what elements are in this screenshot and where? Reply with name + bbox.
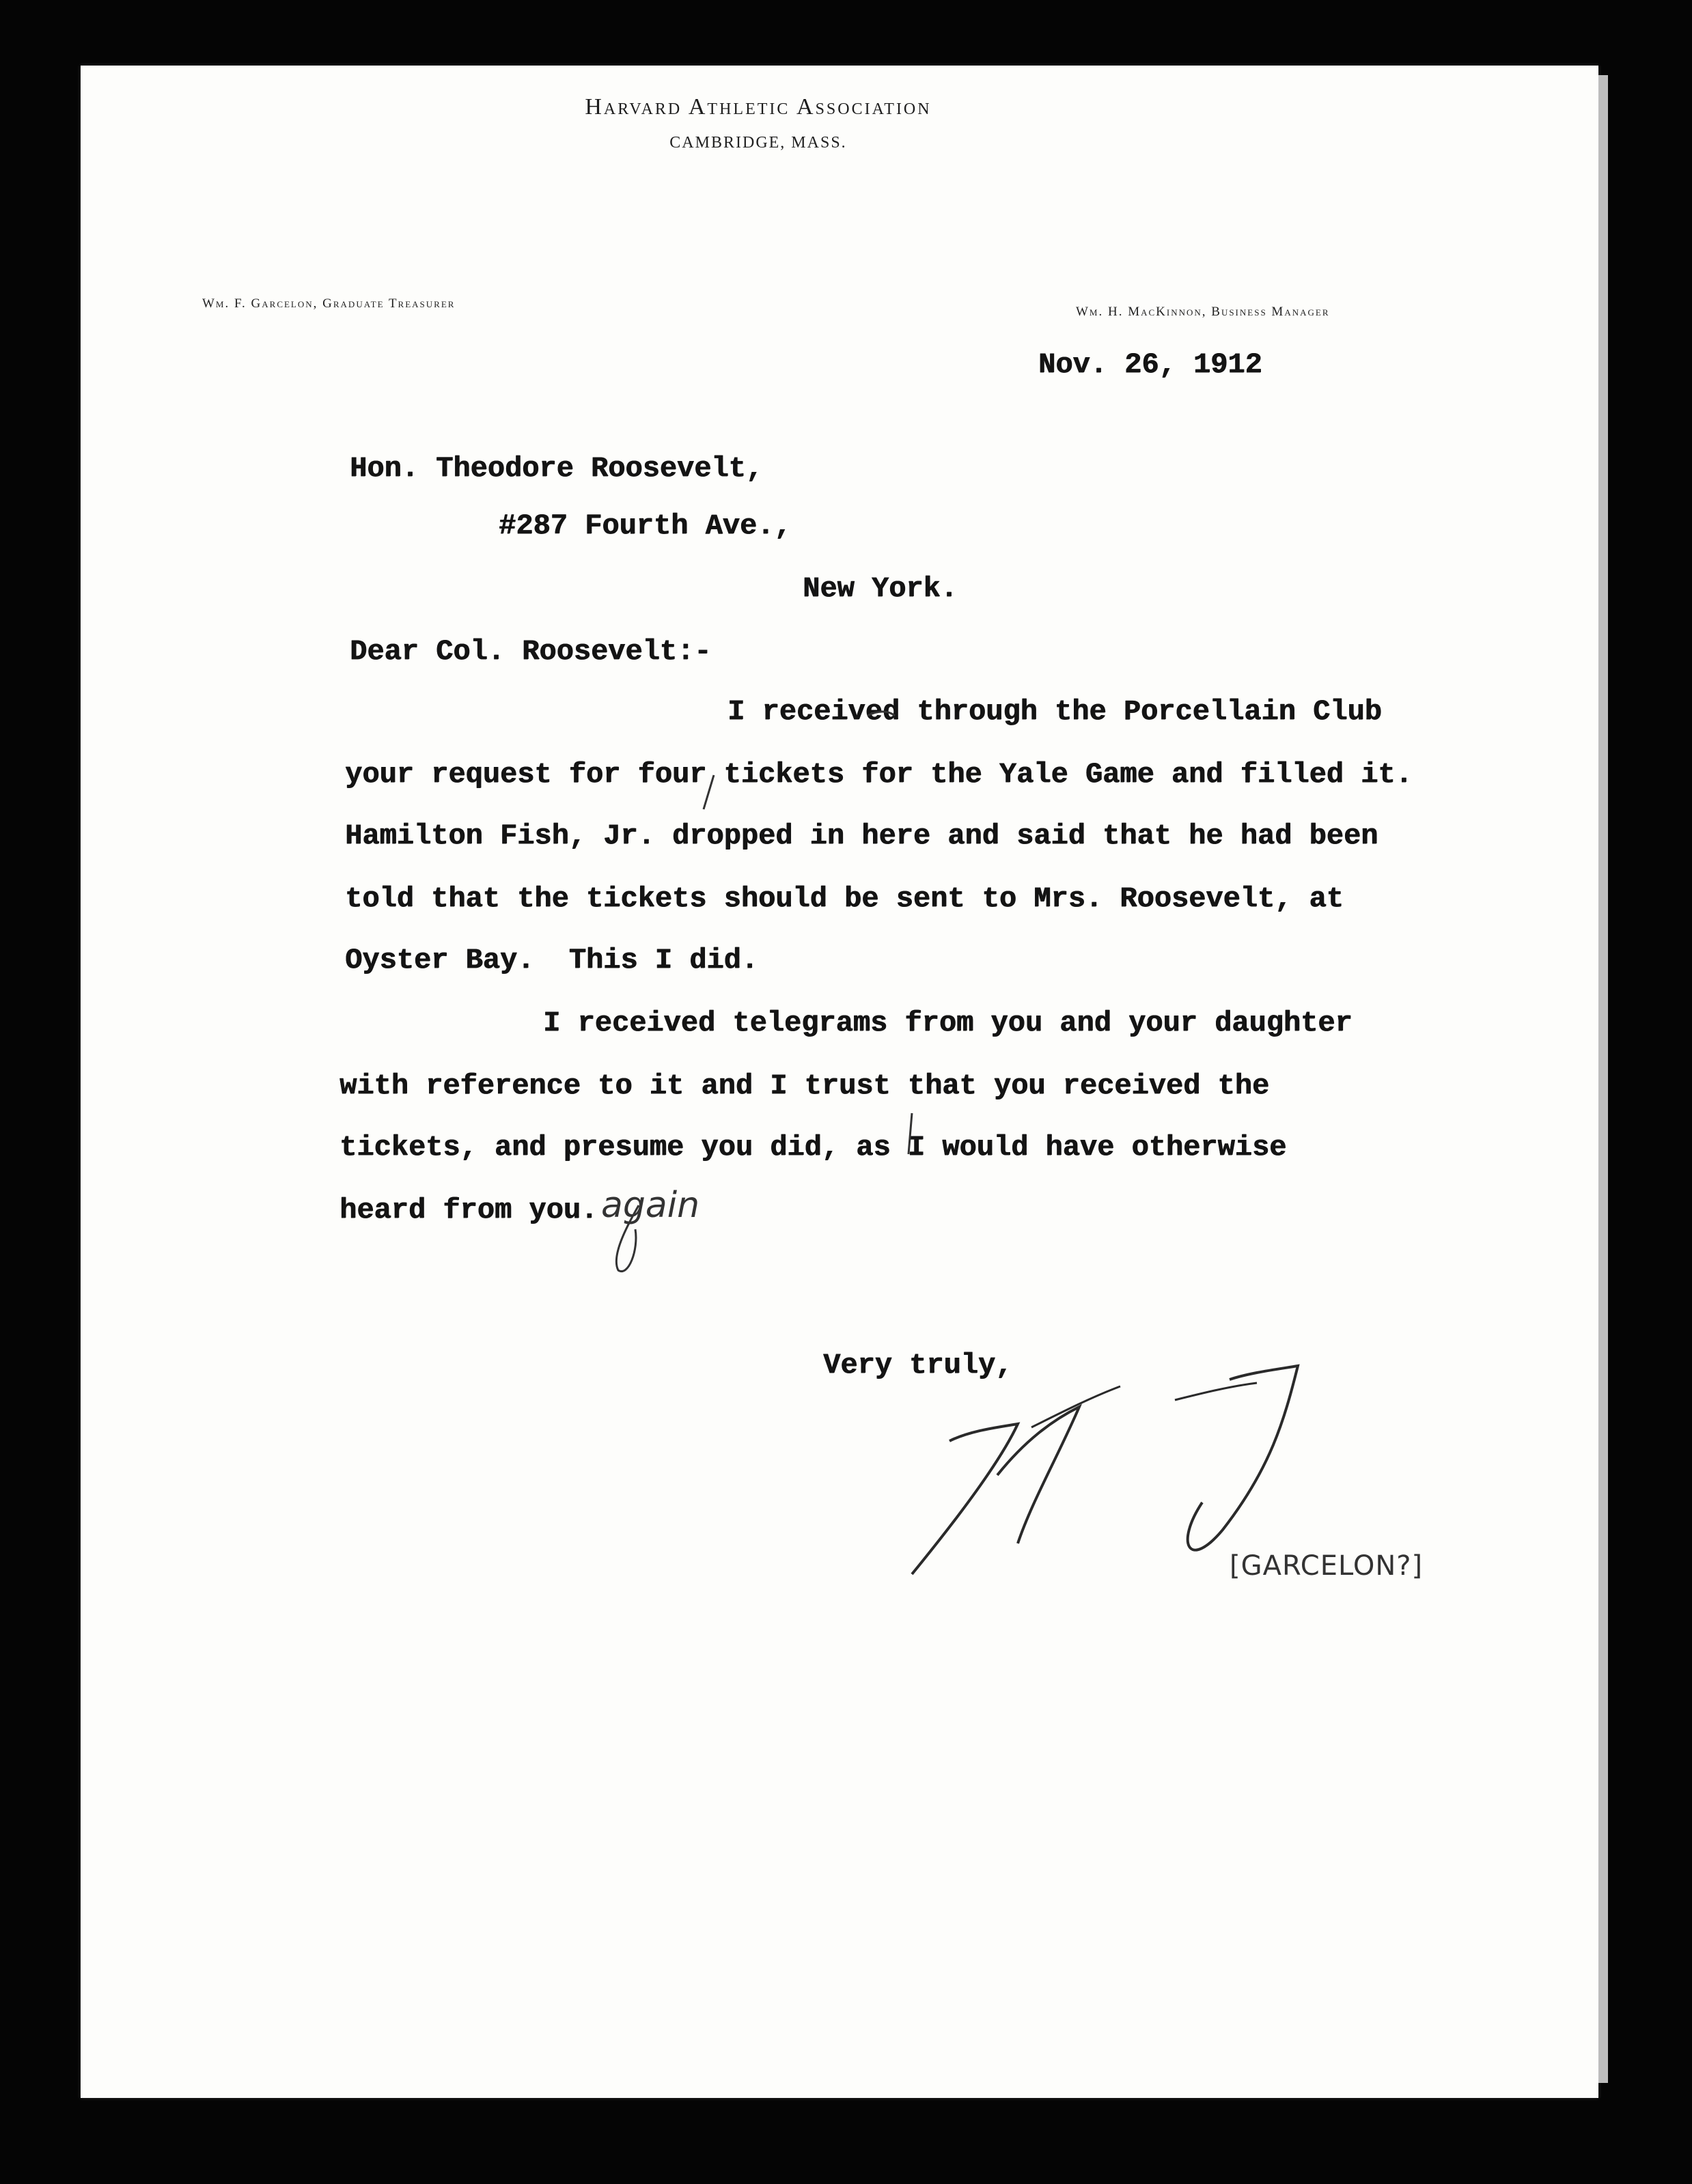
paper-edge bbox=[1598, 75, 1608, 2083]
signature-annotation: [GARCELON?] bbox=[1230, 1550, 1424, 1582]
letterhead-city: CAMBRIDGE, MASS. bbox=[669, 134, 847, 152]
paragraph2-line-2: with reference to it and I trust that you received the bbox=[339, 1069, 1270, 1102]
paragraph2-line-3: tickets, and presume you did, as I would have otherwise bbox=[339, 1131, 1287, 1164]
letterhead-treasurer: Wm. F. Garcelon, Graduate Treasurer bbox=[202, 296, 456, 311]
salutation: Dear Col. Roosevelt:- bbox=[350, 635, 712, 668]
paragraph1-line-5: Oyster Bay. This I did. bbox=[345, 944, 758, 977]
paragraph2-line-4: heard from you. bbox=[339, 1194, 598, 1227]
address-line-2: #287 Fourth Ave., bbox=[499, 509, 792, 542]
address-line-1: Hon. Theodore Roosevelt, bbox=[350, 452, 763, 485]
address-line-3: New York. bbox=[803, 572, 958, 605]
letterhead-manager: Wm. H. MacKinnon, Business Manager bbox=[1076, 305, 1330, 319]
paragraph1-line-4: told that the tickets should be sent to Mrs. Roosevelt, at bbox=[345, 882, 1344, 915]
letterhead-organization: Harvard Athletic Association bbox=[585, 94, 932, 120]
closing: Very truly, bbox=[823, 1349, 1013, 1382]
paragraph1-line-3: Hamilton Fish, Jr. dropped in here and said that he had been bbox=[345, 820, 1378, 852]
paragraph1-line-1: I received through the Porcellain Club bbox=[727, 695, 1382, 728]
paragraph2-line-1: I received telegrams from you and your daughter bbox=[543, 1007, 1353, 1039]
handwritten-insert: again bbox=[601, 1185, 700, 1226]
letter-date: Nov. 26, 1912 bbox=[1038, 348, 1262, 381]
paragraph1-line-2: your request for four tickets for the Yale Game and filled it. bbox=[345, 758, 1413, 791]
